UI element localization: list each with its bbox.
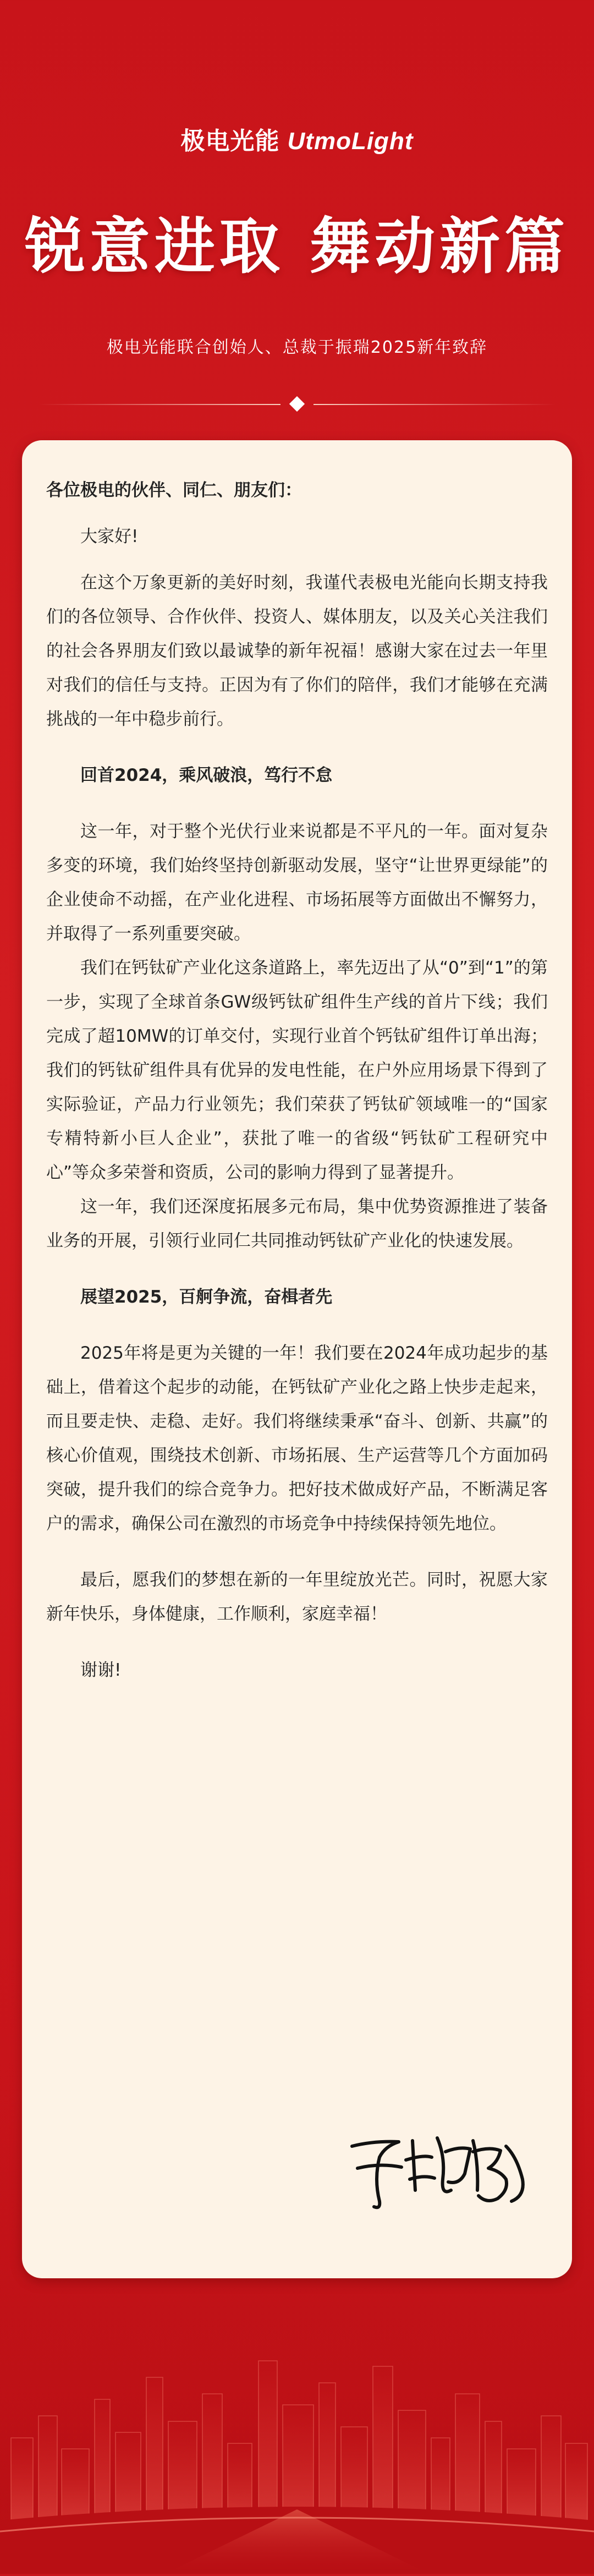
header: [0, 0, 594, 462]
diamond-icon: [289, 396, 305, 412]
signature-icon: [341, 2108, 539, 2229]
letter-card: [22, 440, 572, 2278]
brand-name-cn: 极电光能: [180, 128, 280, 155]
city-skyline-decoration: [0, 2311, 594, 2574]
divider-line-right: [314, 404, 556, 405]
section1-title: 回首2024，乘风破浪，笃行不怠: [80, 765, 333, 785]
section1-paragraph-2: 我们在钙钛矿产业化这条道路上，率先迈出了从“0”到“1”的第一步，实现了全球首条GW级钙钛矿组件生产线的首片下线；我们完成了超10MW的订单交付，实现行业首个钙钛矿组件订单出海；我们的钙钛矿组件具有优异的发电性能，在户外应用场景下得到了实际验证，产品力行业领先；我们荣获了钙钛矿领域唯一的“国家专精特新小巨人企业”，获批了唯一的省级“钙钛矿工程研究中心”等众多荣誉和资质，公司的影响力得到了显著提升。: [46, 958, 548, 1183]
closing-paragraph: 最后，愿我们的梦想在新的一年里绽放光芒。同时，祝愿大家新年快乐，身体健康，工作顺利，家庭幸福！: [46, 1570, 548, 1624]
letter-greeting: 各位极电的伙伴、同仁、朋友们：: [46, 480, 302, 500]
brand-name-en: UtmoLight: [287, 128, 414, 155]
slogan-title: 锐意进取 舞动新篇: [24, 211, 570, 282]
skyline-icon: [0, 2311, 594, 2574]
letter-thanks: 谢谢!: [80, 1660, 122, 1680]
handwritten-signature: [341, 2108, 539, 2229]
section2-title: 展望2025，百舸争流，奋楫者先: [80, 1287, 333, 1307]
subtitle: 极电光能联合创始人、总裁于振瑞2025新年致辞: [106, 338, 488, 357]
divider-line-left: [38, 404, 280, 405]
letter-body: [46, 473, 548, 1687]
section1-paragraph-1: 这一年，对于整个光伏行业来说都是不平凡的一年。面对复杂多变的环境，我们始终坚持创新驱动发展，坚守“让世界更绿能”的企业使命不动摇，在产业化进程、市场拓展等方面做出不懈努力，并取得了一系列重要突破。: [46, 822, 548, 944]
header-divider: [38, 404, 556, 405]
brand-logo: [0, 121, 594, 156]
letter-hello: 大家好!: [80, 527, 139, 546]
section2-paragraph-1: 2025年将是更为关键的一年！我们要在2024年成功起步的基础上，借着这个起步的动能，在钙钛矿产业化之路上快步走起来，而且要走快、走稳、走好。我们将继续秉承“奋斗、创新、共赢”的核心价值观，围绕技术创新、市场拓展、生产运营等几个方面加码突破，提升我们的综合竞争力。把好技术做成好产品，不断满足客户的需求，确保公司在激烈的市场竞争中持续保持领先地位。: [46, 1343, 548, 1534]
letter-intro: 在这个万象更新的美好时刻，我谨代表极电光能向长期支持我们的各位领导、合作伙伴、投资人、媒体朋友，以及关心关注我们的社会各界朋友们致以最诚挚的新年祝福！感谢大家在过去一年里对我们的信任与支持。正因为有了你们的陪伴，我们才能够在充满挑战的一年中稳步前行。: [46, 573, 548, 729]
section1-paragraph-3: 这一年，我们还深度拓展多元布局，集中优势资源推进了装备业务的开展，引领行业同仁共同推动钙钛矿产业化的快速发展。: [46, 1197, 548, 1251]
